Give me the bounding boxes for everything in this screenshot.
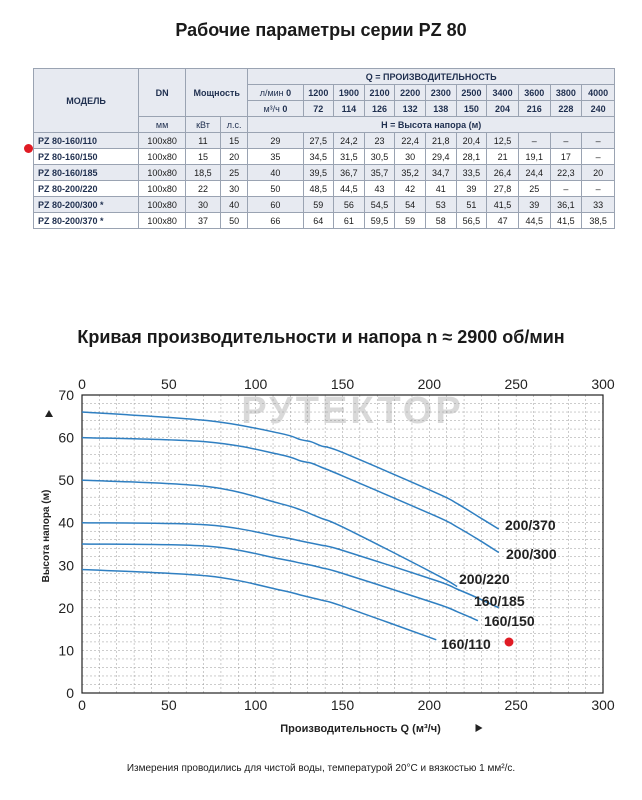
header-dn: DN bbox=[139, 69, 186, 117]
head-cell: 44,5 bbox=[334, 181, 365, 197]
head-cell: 35 bbox=[248, 149, 303, 165]
head-cell: 30 bbox=[395, 149, 426, 165]
dn-cell: 100x80 bbox=[139, 165, 186, 181]
x-tick-label-top: 100 bbox=[243, 376, 268, 392]
x-tick-label-top: 50 bbox=[161, 376, 177, 392]
header-power: Мощность bbox=[186, 69, 248, 117]
q-m3h-value: 126 bbox=[364, 101, 395, 117]
x-axis-arrow-icon bbox=[476, 724, 483, 732]
head-cell: 42 bbox=[395, 181, 426, 197]
q-m3h-value: 228 bbox=[550, 101, 582, 117]
hp-cell: 25 bbox=[220, 165, 248, 181]
q-lmin-value: 1900 bbox=[334, 85, 365, 101]
kw-cell: 15 bbox=[186, 149, 221, 165]
q-m3h-label bbox=[248, 101, 303, 117]
head-cell: 43 bbox=[364, 181, 395, 197]
head-cell: – bbox=[550, 133, 582, 149]
watermark: РУТЕКТОР bbox=[241, 390, 464, 432]
unit-mm: мм bbox=[139, 117, 186, 133]
head-cell: 59 bbox=[395, 213, 426, 229]
head-cell: 44,5 bbox=[518, 213, 550, 229]
head-cell: 24,4 bbox=[518, 165, 550, 181]
x-axis-label: Производительность Q (м³/ч) bbox=[280, 723, 441, 735]
head-cell: 56,5 bbox=[456, 213, 487, 229]
q-m3h-0: 0 bbox=[282, 103, 288, 114]
q-m3h-value: 240 bbox=[582, 101, 615, 117]
series-label: 160/150 bbox=[484, 613, 535, 629]
q-lmin-value: 2100 bbox=[364, 85, 395, 101]
table-title: Рабочие параметры серии PZ 80 bbox=[175, 20, 467, 40]
q-lmin-value: 2300 bbox=[426, 85, 457, 101]
head-cell: 28,1 bbox=[456, 149, 487, 165]
series-label: 200/300 bbox=[506, 546, 557, 562]
q-lmin-0: 0 bbox=[286, 87, 292, 98]
head-cell: 35,2 bbox=[395, 165, 426, 181]
head-cell: 33,5 bbox=[456, 165, 487, 181]
x-tick-label-top: 200 bbox=[417, 376, 442, 392]
x-tick-label: 200 bbox=[417, 697, 442, 713]
y-tick-label: 60 bbox=[58, 429, 74, 446]
q-lmin-value: 3600 bbox=[518, 85, 550, 101]
dn-cell: 100x80 bbox=[139, 213, 186, 229]
table-row bbox=[34, 133, 615, 149]
x-tick-label: 0 bbox=[78, 697, 86, 713]
head-cell: 30,5 bbox=[364, 149, 395, 165]
head-cell: 36,7 bbox=[334, 165, 365, 181]
highlight-marker bbox=[505, 638, 514, 647]
parameters-table bbox=[33, 68, 615, 229]
head-cell: 31,5 bbox=[334, 149, 365, 165]
unit-kw: кВт bbox=[186, 117, 221, 133]
head-cell: 47 bbox=[487, 213, 519, 229]
series-label: 200/220 bbox=[459, 571, 510, 587]
head-cell: 64 bbox=[303, 213, 334, 229]
head-cell: – bbox=[550, 181, 582, 197]
head-cell: 59,5 bbox=[364, 213, 395, 229]
head-cell: 51 bbox=[456, 197, 487, 213]
head-cell: 54 bbox=[395, 197, 426, 213]
unit-lmin: л/мин bbox=[259, 87, 284, 98]
head-cell: 36,1 bbox=[550, 197, 582, 213]
head-cell: 39 bbox=[456, 181, 487, 197]
q-m3h-value: 72 bbox=[303, 101, 334, 117]
head-cell: 22,4 bbox=[395, 133, 426, 149]
header-model: МОДЕЛЬ bbox=[34, 69, 139, 133]
head-cell: – bbox=[582, 133, 615, 149]
q-lmin-value: 3800 bbox=[550, 85, 582, 101]
head-cell: – bbox=[582, 149, 615, 165]
q-m3h-value: 204 bbox=[487, 101, 519, 117]
head-cell: – bbox=[518, 133, 550, 149]
q-lmin-value: 3400 bbox=[487, 85, 519, 101]
head-cell: 60 bbox=[248, 197, 303, 213]
table-row bbox=[34, 149, 615, 165]
selected-model-marker bbox=[24, 144, 33, 153]
hp-cell: 15 bbox=[220, 133, 248, 149]
model-cell: PZ 80-160/150 bbox=[34, 149, 139, 165]
head-cell: – bbox=[582, 181, 615, 197]
dn-cell: 100x80 bbox=[139, 181, 186, 197]
dn-cell: 100x80 bbox=[139, 133, 186, 149]
x-tick-label-top: 250 bbox=[504, 376, 528, 392]
head-cell: 48,5 bbox=[303, 181, 334, 197]
head-cell: 54,5 bbox=[364, 197, 395, 213]
footnote: Измерения проводились для чистой воды, температурой 20°C и вязкостью 1 мм²/с. bbox=[126, 763, 516, 774]
series-label: 200/370 bbox=[505, 517, 556, 533]
y-axis-arrow-icon bbox=[45, 410, 53, 417]
head-cell: 29 bbox=[248, 133, 303, 149]
performance-chart bbox=[0, 360, 642, 760]
unit-m3h: м³/ч bbox=[263, 103, 280, 114]
head-cell: 22,3 bbox=[550, 165, 582, 181]
head-cell: 41 bbox=[426, 181, 457, 197]
y-axis-label: Высота напора (м) bbox=[41, 489, 52, 583]
dn-cell: 100x80 bbox=[139, 197, 186, 213]
q-m3h-value: 216 bbox=[518, 101, 550, 117]
head-cell: 27,8 bbox=[487, 181, 519, 197]
q-lmin-value: 1200 bbox=[303, 85, 334, 101]
head-cell: 21,8 bbox=[426, 133, 457, 149]
table-row bbox=[34, 181, 615, 197]
head-cell: 38,5 bbox=[582, 213, 615, 229]
x-tick-label-top: 300 bbox=[591, 376, 615, 392]
q-lmin-label bbox=[248, 85, 303, 101]
head-cell: 17 bbox=[550, 149, 582, 165]
series-line bbox=[82, 570, 436, 640]
x-tick-label-top: 150 bbox=[330, 376, 355, 392]
head-cell: 39,5 bbox=[303, 165, 334, 181]
head-cell: 59 bbox=[303, 197, 334, 213]
chart-title: Кривая производительности и напора n ≈ 2900 об/мин bbox=[77, 327, 565, 347]
x-tick-label-top: 0 bbox=[78, 376, 86, 392]
series-label: 160/110 bbox=[441, 636, 491, 652]
kw-cell: 18,5 bbox=[186, 165, 221, 181]
y-tick-label: 40 bbox=[58, 514, 74, 531]
head-cell: 34,7 bbox=[426, 165, 457, 181]
head-cell: 56 bbox=[334, 197, 365, 213]
table-row bbox=[34, 197, 615, 213]
q-lmin-value: 2500 bbox=[456, 85, 487, 101]
y-tick-label: 10 bbox=[58, 642, 74, 659]
model-cell: PZ 80-200/370 * bbox=[34, 213, 139, 229]
unit-hp: л.с. bbox=[220, 117, 248, 133]
y-tick-label: 20 bbox=[58, 599, 74, 616]
hp-cell: 30 bbox=[220, 181, 248, 197]
head-cell: 23 bbox=[364, 133, 395, 149]
q-lmin-value: 2200 bbox=[395, 85, 426, 101]
head-cell: 12,5 bbox=[487, 133, 519, 149]
head-cell: 19,1 bbox=[518, 149, 550, 165]
q-m3h-value: 138 bbox=[426, 101, 457, 117]
q-m3h-value: 150 bbox=[456, 101, 487, 117]
head-cell: 53 bbox=[426, 197, 457, 213]
hp-cell: 20 bbox=[220, 149, 248, 165]
head-cell: 50 bbox=[248, 181, 303, 197]
kw-cell: 37 bbox=[186, 213, 221, 229]
head-cell: 34,5 bbox=[303, 149, 334, 165]
q-lmin-value: 4000 bbox=[582, 85, 615, 101]
head-cell: 61 bbox=[334, 213, 365, 229]
head-cell: 40 bbox=[248, 165, 303, 181]
series-line bbox=[82, 480, 457, 586]
table-row bbox=[34, 213, 615, 229]
y-tick-label: 70 bbox=[58, 387, 74, 403]
x-tick-label: 50 bbox=[161, 697, 177, 713]
x-tick-label: 250 bbox=[504, 697, 528, 713]
head-cell: 27,5 bbox=[303, 133, 334, 149]
series-label: 160/185 bbox=[474, 593, 525, 609]
header-h: H = Высота напора (м) bbox=[248, 117, 615, 133]
y-tick-label: 50 bbox=[58, 472, 74, 489]
model-cell: PZ 80-160/185 bbox=[34, 165, 139, 181]
x-tick-label: 300 bbox=[591, 697, 615, 713]
head-cell: 41,5 bbox=[550, 213, 582, 229]
y-tick-label: 30 bbox=[58, 557, 74, 574]
head-cell: 20 bbox=[582, 165, 615, 181]
q-m3h-value: 132 bbox=[395, 101, 426, 117]
head-cell: 20,4 bbox=[456, 133, 487, 149]
head-cell: 35,7 bbox=[364, 165, 395, 181]
table-row bbox=[34, 165, 615, 181]
head-cell: 26,4 bbox=[487, 165, 519, 181]
model-cell: PZ 80-160/110 bbox=[34, 133, 139, 149]
head-cell: 25 bbox=[518, 181, 550, 197]
head-cell: 39 bbox=[518, 197, 550, 213]
hp-cell: 40 bbox=[220, 197, 248, 213]
y-tick-label: 0 bbox=[66, 685, 74, 701]
head-cell: 58 bbox=[426, 213, 457, 229]
x-tick-label: 150 bbox=[330, 697, 355, 713]
hp-cell: 50 bbox=[220, 213, 248, 229]
model-cell: PZ 80-200/300 * bbox=[34, 197, 139, 213]
dn-cell: 100x80 bbox=[139, 149, 186, 165]
model-cell: PZ 80-200/220 bbox=[34, 181, 139, 197]
kw-cell: 11 bbox=[186, 133, 221, 149]
head-cell: 41,5 bbox=[487, 197, 519, 213]
x-tick-label: 100 bbox=[243, 697, 268, 713]
head-cell: 33 bbox=[582, 197, 615, 213]
kw-cell: 30 bbox=[186, 197, 221, 213]
q-m3h-value: 114 bbox=[334, 101, 365, 117]
head-cell: 66 bbox=[248, 213, 303, 229]
head-cell: 24,2 bbox=[334, 133, 365, 149]
kw-cell: 22 bbox=[186, 181, 221, 197]
head-cell: 29,4 bbox=[426, 149, 457, 165]
head-cell: 21 bbox=[487, 149, 519, 165]
header-q: Q = ПРОИЗВОДИТЕЛЬНОСТЬ bbox=[248, 69, 615, 85]
